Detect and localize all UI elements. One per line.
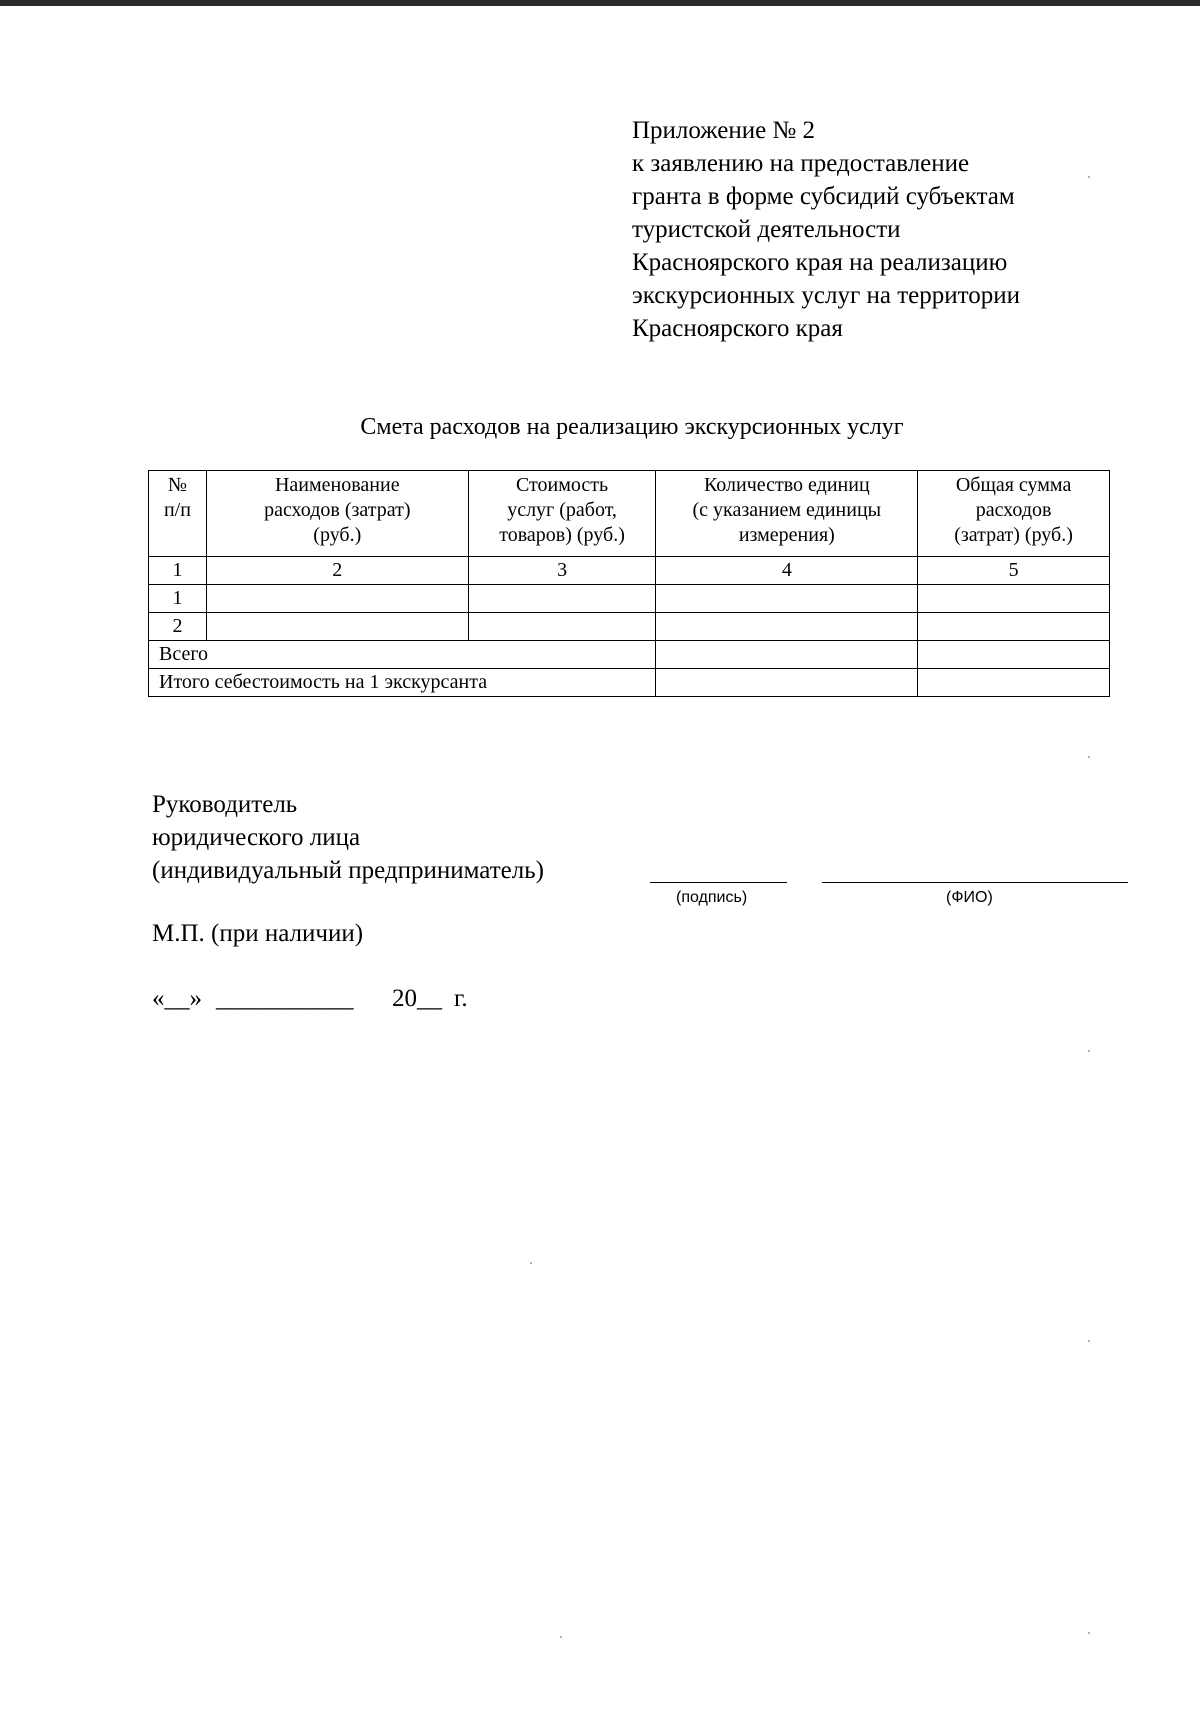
scan-speck — [1088, 1340, 1090, 1342]
signature-caption: (подпись) — [676, 889, 748, 906]
appendix-line: туристской деятельности — [632, 216, 901, 243]
row-number: 2 — [149, 613, 207, 641]
appendix-line: гранта в форме субсидий субъектам — [632, 183, 1015, 210]
total-row — [149, 641, 1110, 669]
header-cell-total: Общая сумма расходов (затрат) (руб.) — [918, 471, 1110, 557]
per-person-row — [149, 669, 1110, 697]
scan-speck — [560, 1636, 562, 1638]
column-number: 3 — [468, 557, 656, 585]
manager-block — [152, 788, 544, 887]
row-expense-name — [206, 613, 468, 641]
header-cell-number: № п/п — [149, 471, 207, 557]
total-sum — [918, 641, 1110, 669]
column-number: 4 — [656, 557, 918, 585]
manager-line: (индивидуальный предприниматель) — [152, 857, 544, 884]
table-row — [149, 585, 1110, 613]
header-cell-quantity: Количество единиц (с указанием единицы измерения) — [656, 471, 918, 557]
column-number: 2 — [206, 557, 468, 585]
date-year: 20__ — [392, 985, 442, 1012]
scan-speck — [1088, 1050, 1090, 1052]
column-number: 5 — [918, 557, 1110, 585]
total-quantity — [656, 641, 918, 669]
per-person-quantity — [656, 669, 918, 697]
header-cell-cost: Стоимость услуг (работ, товаров) (руб.) — [468, 471, 656, 557]
scan-speck — [1088, 176, 1090, 178]
column-number-row — [149, 557, 1110, 585]
row-number: 1 — [149, 585, 207, 613]
scan-speck — [1088, 756, 1090, 758]
appendix-line: Красноярского края — [632, 315, 843, 342]
scan-speck — [1088, 1632, 1090, 1634]
table-row — [149, 613, 1110, 641]
name-line — [822, 882, 1128, 883]
column-number: 1 — [149, 557, 207, 585]
row-total — [918, 585, 1110, 613]
row-quantity — [656, 585, 918, 613]
stamp-label: М.П. (при наличии) — [152, 920, 364, 947]
name-caption: (ФИО) — [946, 889, 993, 906]
appendix-line: к заявлению на предоставление — [632, 150, 970, 177]
appendix-line: экскурсионных услуг на территории — [632, 282, 1020, 309]
date-year-suffix: г. — [454, 985, 468, 1012]
per-person-label: Итого себестоимость на 1 экскурсанта — [149, 669, 656, 697]
row-quantity — [656, 613, 918, 641]
appendix-header — [632, 114, 1020, 345]
date-month: ___________ — [216, 985, 354, 1012]
table-header-row — [149, 471, 1110, 557]
estimate-table — [148, 470, 1110, 697]
row-cost — [468, 585, 656, 613]
header-cell-expense-name: Наименование расходов (затрат) (руб.) — [206, 471, 468, 557]
manager-line: юридического лица — [152, 824, 361, 851]
signature-line — [650, 882, 787, 883]
date-day: «__» — [152, 985, 202, 1012]
appendix-line: Красноярского края на реализацию — [632, 249, 1008, 276]
date-line — [152, 985, 552, 1015]
row-total — [918, 613, 1110, 641]
document-title: Смета расходов на реализацию экскурсионных услуг — [360, 414, 904, 440]
total-label: Всего — [149, 641, 656, 669]
scan-speck — [530, 1262, 532, 1264]
row-cost — [468, 613, 656, 641]
row-expense-name — [206, 585, 468, 613]
appendix-line: Приложение № 2 — [632, 117, 816, 144]
manager-line: Руководитель — [152, 791, 298, 818]
scan-top-border — [0, 0, 1200, 6]
per-person-sum — [918, 669, 1110, 697]
